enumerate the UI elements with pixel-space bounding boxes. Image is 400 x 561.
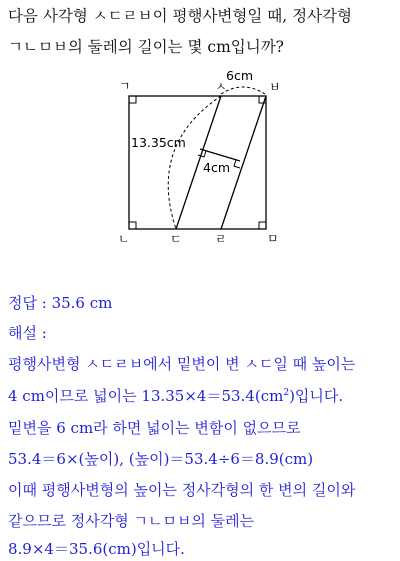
label-b: ㅂ [269,80,281,94]
explanation-line-3: 밑변을 6 cm라 하면 넓이는 변함이 없으므로 [8,419,301,437]
question-line-2: ㄱㄴㅁㅂ의 둘레의 길이는 몇 cm입니까? [8,38,284,56]
label-r: ㄹ [215,232,227,246]
label-m: ㅁ [267,232,279,246]
right-angle-mark-g [129,96,136,103]
answer-line: 정답 : 35.6 cm [8,294,113,312]
explanation-line-1: 평행사변형 ㅅㄷㄹㅂ에서 밑변이 변 ㅅㄷ일 때 높이는 [8,355,356,373]
explanation-line-2-part-a: 4 cm이므로 넓이는 13.35×4＝53.4(cm [8,387,284,405]
arc-top-length [221,87,265,94]
label-n: ㄴ [118,232,130,246]
explanation-line-2 [8,389,400,404]
square [129,96,266,229]
length-side: 13.35cm [131,135,186,150]
label-g: ㄱ [119,79,131,93]
explanation-line-5: 이때 평행사변형의 높이는 정사각형의 한 변의 길이와 [8,481,356,499]
explanation-line-2-part-b: )입니다. [289,387,344,405]
question-line-1: 다음 사각형 ㅅㄷㄹㅂ이 평행사변형일 때, 정사각형 [8,7,352,25]
length-top: 6cm [226,68,254,83]
explanation-line-6: 같으므로 정사각형 ㄱㄴㅁㅂ의 둘레는 [8,512,255,530]
explanation-line-4: 53.4＝6×(높이), (높이)＝53.4÷6＝8.9(cm) [8,450,314,468]
length-height: 4cm [203,160,231,175]
right-angle-mark-n [129,222,136,229]
explanation-heading: 해설 : [8,324,47,342]
explanation-line-7: 8.9×4＝35.6(cm)입니다. [8,540,185,558]
right-angle-mark-m [259,222,266,229]
superscript-2: 2 [283,388,290,398]
label-s: ㅅ [215,80,227,94]
label-d: ㄷ [170,232,182,246]
